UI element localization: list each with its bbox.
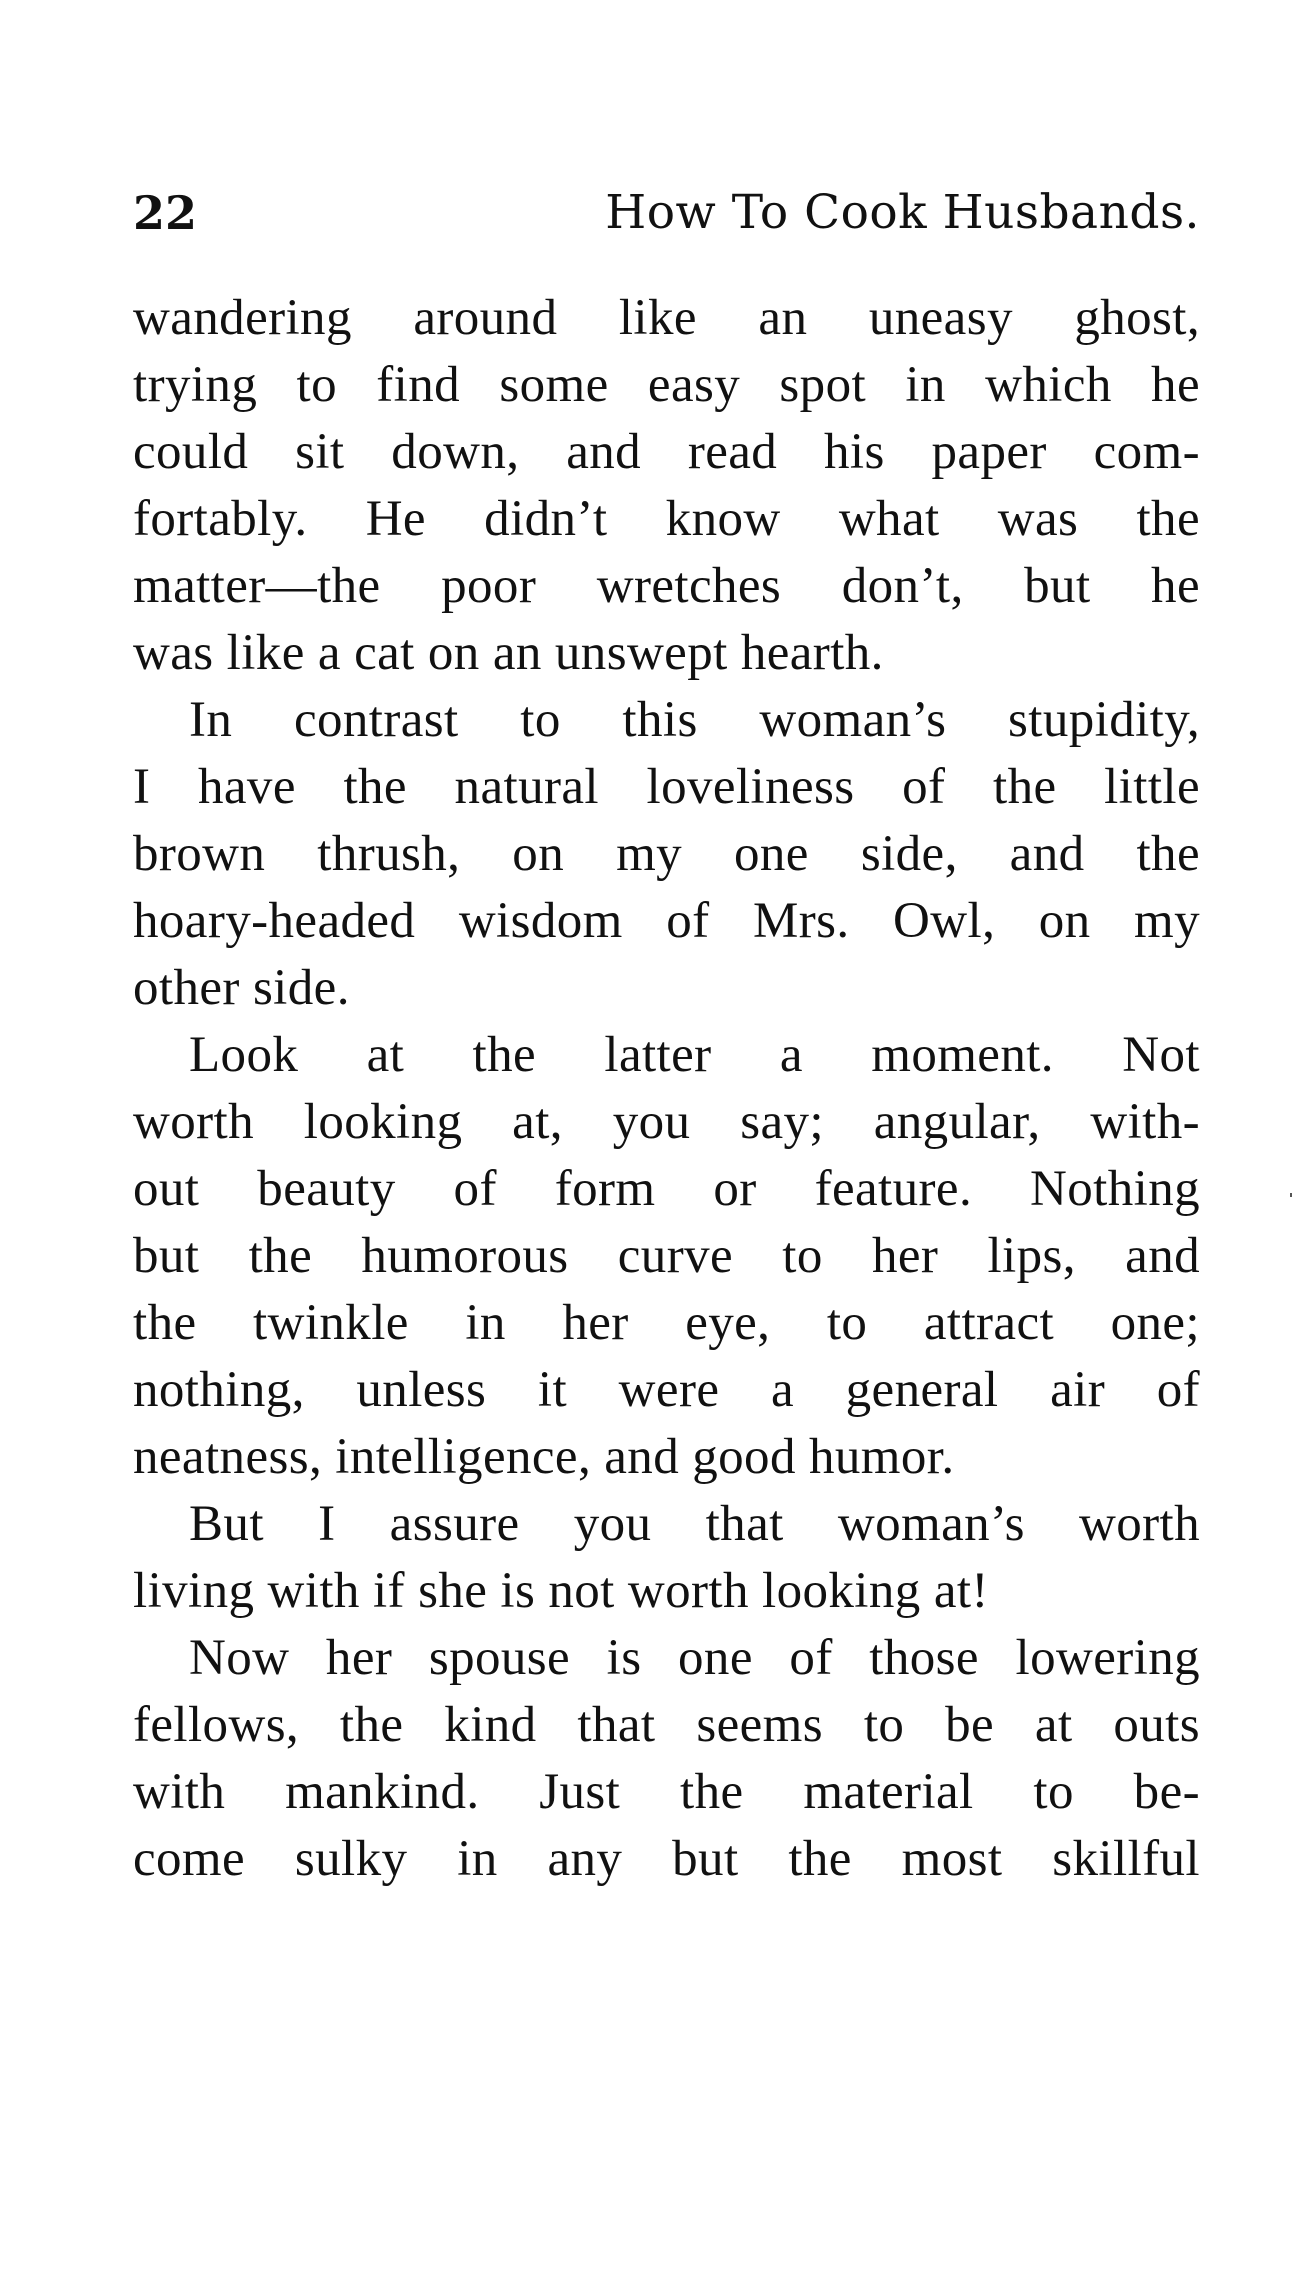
scan-speck bbox=[1290, 1193, 1292, 1197]
paragraph bbox=[133, 687, 1200, 1022]
paragraph bbox=[133, 285, 1200, 687]
text-line: In contrast to this woman’s stupidity, bbox=[189, 692, 1200, 748]
text-line: I have the natural loveliness of the little bbox=[133, 759, 1200, 815]
text-line: living with if she is not worth looking at! bbox=[133, 1563, 989, 1619]
text-line: neatness, intelligence, and good humor. bbox=[133, 1429, 955, 1485]
text-line: trying to find some easy spot in which he bbox=[133, 357, 1200, 413]
text-line: Now her spouse is one of those lowering bbox=[189, 1630, 1200, 1686]
text-line: matter—the poor wretches don’t, but he bbox=[133, 558, 1200, 614]
text-line: Look at the latter a moment. Not bbox=[189, 1027, 1200, 1083]
paragraph bbox=[133, 1491, 1200, 1625]
text-line: brown thrush, on my one side, and the bbox=[133, 826, 1200, 882]
paragraph bbox=[133, 1022, 1200, 1491]
text-line: nothing, unless it were a general air of bbox=[133, 1362, 1200, 1418]
text-line: out beauty of form or feature. Nothing bbox=[133, 1161, 1200, 1217]
text-line: come sulky in any but the most skillful bbox=[133, 1831, 1200, 1887]
text-line: with mankind. Just the material to be- bbox=[133, 1764, 1200, 1820]
running-title: How To Cook Husbands. bbox=[605, 185, 1200, 240]
text-line: hoary-headed wisdom of Mrs. Owl, on my bbox=[133, 893, 1200, 949]
paragraph bbox=[133, 1625, 1200, 1893]
text-line: But I assure you that woman’s worth bbox=[189, 1496, 1200, 1552]
page-header bbox=[133, 178, 1200, 248]
text-line: was like a cat on an unswept hearth. bbox=[133, 625, 884, 681]
text-line: fellows, the kind that seems to be at outs bbox=[133, 1697, 1200, 1753]
page-number: 22 bbox=[133, 186, 198, 240]
text-line: could sit down, and read his paper com- bbox=[133, 424, 1200, 480]
text-line: worth looking at, you say; angular, with- bbox=[133, 1094, 1200, 1150]
text-line: other side. bbox=[133, 960, 350, 1016]
text-line: the twinkle in her eye, to attract one; bbox=[133, 1295, 1200, 1351]
text-line: fortably. He didn’t know what was the bbox=[133, 491, 1200, 547]
text-line: wandering around like an uneasy ghost, bbox=[133, 290, 1200, 346]
text-line: but the humorous curve to her lips, and bbox=[133, 1228, 1200, 1284]
body-text bbox=[133, 285, 1200, 1893]
